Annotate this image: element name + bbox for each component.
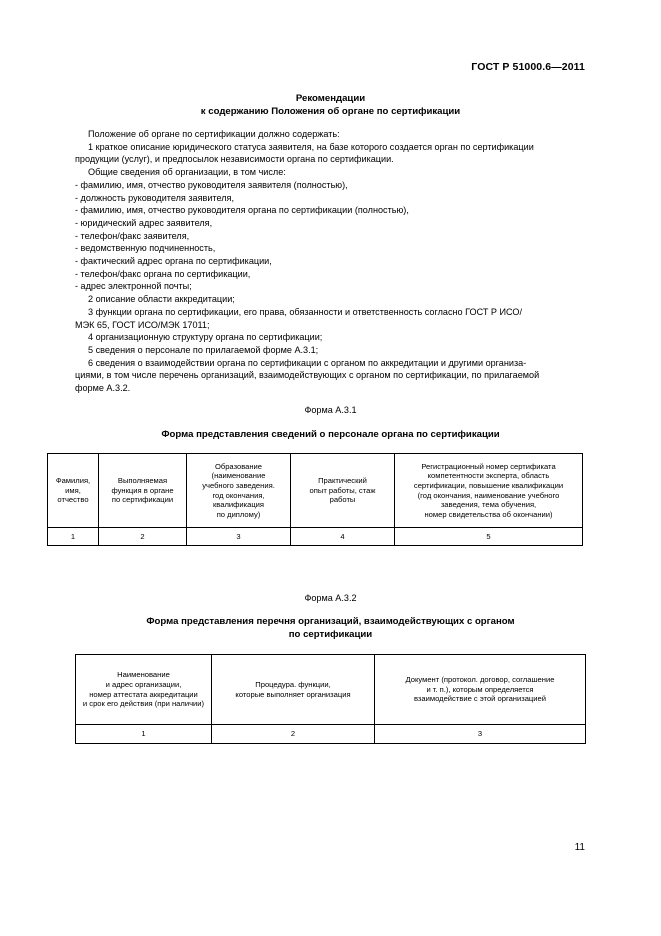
body-text: [75, 128, 585, 395]
item1-line2: продукции (услуг), и предпосылок независимости органа по сертификации.: [75, 154, 394, 165]
general-info-line: Общие сведения об организации, в том числе:: [88, 167, 286, 178]
form-a31-title: [0, 428, 661, 441]
organizations-header-cell: Процедура. функции, которые выполняет организация: [212, 655, 375, 725]
item3-line2: МЭК 65, ГОСТ ИСО/МЭК 17011;: [75, 319, 210, 330]
recommendations-heading: [0, 92, 661, 118]
page-number: 11: [574, 842, 585, 853]
form-a31-title-text: Форма представления сведений о персонале органа по сертификации: [161, 429, 500, 440]
item6-line1: 6 сведения о взаимодействии органа по сертификации с органом по аккредитации и другими организа-: [88, 357, 527, 368]
item6-line2: циями, в том числе перечень организаций, взаимодействующих с органом по сертификации, по прилагаемой: [75, 370, 540, 381]
organizations-number-row: [76, 725, 586, 744]
dash-item: - ведомственную подчиненность,: [75, 243, 216, 254]
item4-line: 4 организационную структуру органа по сертификации;: [88, 332, 323, 343]
column-number: 2: [99, 528, 187, 546]
column-number: 3: [187, 528, 291, 546]
dash-item: - телефон/факс заявителя,: [75, 230, 190, 241]
item1-line1: 1 краткое описание юридического статуса заявителя, на базе которого создается орган по сертификации: [88, 141, 534, 152]
item2-line: 2 описание области аккредитации;: [88, 294, 235, 305]
column-number: 1: [76, 725, 212, 744]
form-a32-title-line1: Форма представления перечня организаций, взаимодействующих с органом: [146, 616, 515, 627]
standard-number: ГОСТ Р 51000.6—2011: [471, 61, 585, 73]
form-a32-title: [0, 615, 661, 641]
dash-item: - юридический адрес заявителя,: [75, 217, 213, 228]
form-a31-label: Форма А.3.1: [304, 405, 357, 415]
personnel-header-cell: Выполняемая функция в органе по сертификации: [99, 454, 187, 528]
personnel-header-cell: Практический опыт работы, стаж работы: [291, 454, 395, 528]
organizations-header-cell: Документ (протокол. договор, соглашение и т. п.), которым определяется взаимодействие с этой организацией: [375, 655, 586, 725]
dash-item: - фактический адрес органа по сертификации,: [75, 256, 272, 267]
organizations-header-cell: Наименование и адрес организации, номер аттестата аккредитации и срок его действия (при наличии): [76, 655, 212, 725]
item6-line3: форме А.3.2.: [75, 383, 131, 394]
personnel-header-cell: Фамилия, имя, отчество: [48, 454, 99, 528]
personnel-header-cell: Регистрационный номер сертификата компетентности эксперта, область сертификации, повышение квалификации (год окончания, наименование учебного заведения, тема обучения, номер свидетельства об окончании): [395, 454, 583, 528]
form-a32-title-line2: по сертификации: [288, 629, 373, 640]
organizations-header-row: [76, 655, 586, 725]
recommendations-title-line1: Рекомендации: [295, 93, 366, 104]
column-number: 4: [291, 528, 395, 546]
dash-item: - фамилию, имя, отчество руководителя заявителя (полностью),: [75, 179, 348, 190]
organizations-table: [75, 654, 586, 744]
personnel-header-row: [48, 454, 583, 528]
item5-line: 5 сведения о персонале по прилагаемой форме А.3.1;: [88, 344, 319, 355]
dash-item: - должность руководителя заявителя,: [75, 192, 234, 203]
dash-item: - телефон/факс органа по сертификации,: [75, 268, 251, 279]
dash-item: - фамилию, имя, отчество руководителя органа по сертификации (полностью),: [75, 205, 409, 216]
personnel-number-row: [48, 528, 583, 546]
personnel-table: [47, 453, 583, 546]
intro-line: Положение об органе по сертификации должно содержать:: [88, 129, 340, 139]
column-number: 2: [212, 725, 375, 744]
recommendations-title-line2: к содержанию Положения об органе по сертификации: [200, 106, 461, 117]
form-a32-label: Форма А.3.2: [304, 593, 357, 603]
column-number: 5: [395, 528, 583, 546]
column-number: 1: [48, 528, 99, 546]
personnel-header-cell: Образование (наименование учебного заведения. год окончания, квалификация по диплому): [187, 454, 291, 528]
column-number: 3: [375, 725, 586, 744]
item3-line1: 3 функции органа по сертификации, его права, обязанности и ответственность согласно ГОСТ Р ИСО/: [88, 306, 523, 317]
dash-item: - адрес электронной почты;: [75, 281, 192, 292]
